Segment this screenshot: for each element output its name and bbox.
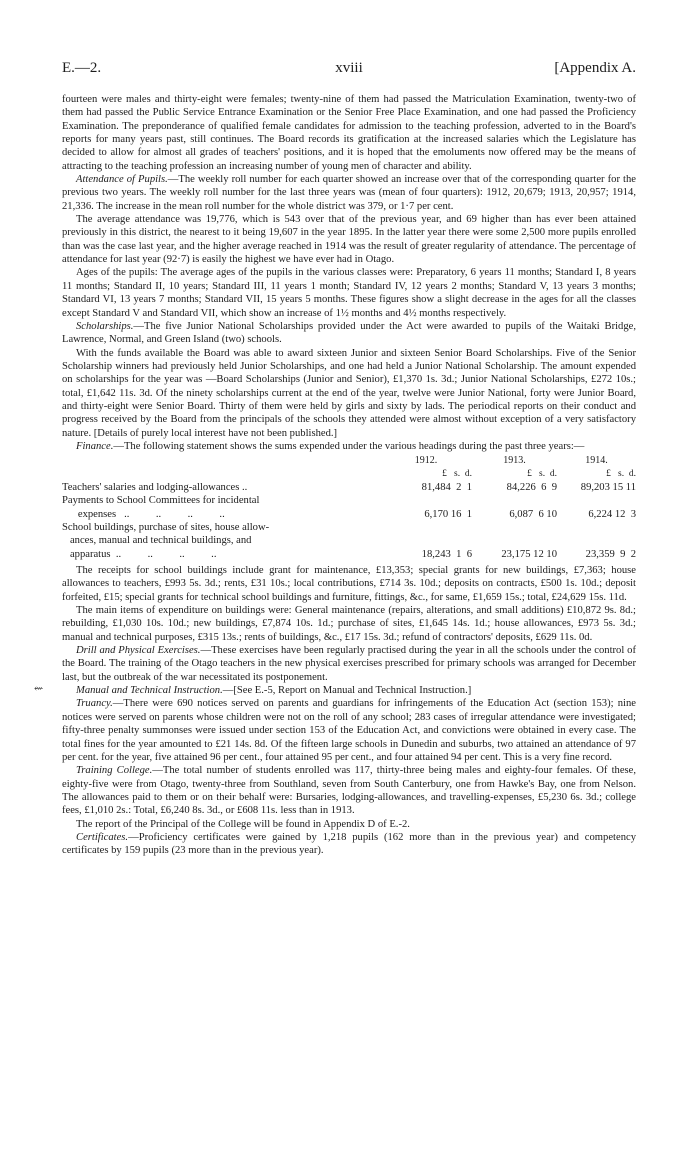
manual-heading: Manual and Technical Instruction. <box>76 685 223 697</box>
year-1913: 1913. <box>503 455 526 467</box>
units-1914: £ s. d. <box>606 468 636 479</box>
drill-text: —These exercises have been regularly practised during the year in all the schools under the control of the Board. The training of the Otago teachers in the new physical exercises prescribed for primary schools was arranged for December last, but the outbreak of the war necessitated its postponement. <box>62 645 636 683</box>
drill-paragraph <box>62 644 636 684</box>
truancy-heading: Truancy. <box>76 698 113 710</box>
scholarships-text: —The five Junior National Scholarships provided under the Act were awarded to pupils of the Waitaki Bridge, Lawrence, Normal, and Green Island (two) schools. <box>62 320 636 346</box>
row-value-1913: 6,087 6 10 <box>509 508 557 520</box>
truancy-paragraph <box>62 697 636 764</box>
year-1914: 1914. <box>585 455 608 467</box>
scholarships-paragraph <box>62 320 636 347</box>
certificates-heading: Certificates. <box>76 831 129 843</box>
drill-heading: Drill and Physical Exercises. <box>76 645 201 657</box>
ages-paragraph: Ages of the pupils: The average ages of the pupils in the various classes were: Preparatory, 6 years 11 months; Standard I, 8 years 11 months; Standard II, 10 years; Standard III, 11 years 1 month; Standard IV, 12 years 2 months; Standard V, 13 years 3 months; Standard VI, 13 years 7 months; Standard VII, 15 years 5 months. These figures show a slight decrease in the ages for all the classes except Standard V and Standard VII, which show an increase of 1½ months and 4½ months respectively. <box>62 267 636 319</box>
finance-paragraph <box>62 440 636 453</box>
table-row <box>62 481 636 494</box>
training-paragraph <box>62 764 636 817</box>
table-row <box>62 521 636 561</box>
year-1912: 1912. <box>414 455 438 467</box>
finance-heading: Finance. <box>76 440 114 452</box>
row-value-1912: 6,170 16 1 <box>424 508 472 520</box>
certificates-text: —Proficiency certificates were gained by 1,218 pupils (162 more than in the previous year) and competency certificates by 159 pupils (23 more than in the previous year). <box>62 831 636 857</box>
row-value-1913: 84,226 6 9 <box>506 481 557 493</box>
row-value-1914: 23,359 9 2 <box>585 548 636 560</box>
truancy-text: —There were 690 notices served on parents and guardians for infringements of the Education Act (section 153); nine notices were served on parents whose children were not on the roll of any school; 283 cases of irregular attendance were investigated; fifty-three penalty summonses were issued under section 153 of the Education Act, and convictions were obtained in every case. The total fines for the year amounted to £21 14s. 8d. Of the fifteen large schools in Dunedin and suburbs, two attained an attendance of 97 per cent. for the year, five attained 96 per cent., four attained 95 per cent., and four attained 94 per cent. This is a very fine record. <box>62 698 636 763</box>
principal-report-paragraph: The report of the Principal of the College will be found in Appendix D of E.-2. <box>76 818 410 830</box>
manual-paragraph <box>62 684 636 697</box>
finance-text: —The following statement shows the sums expended under the various headings during the past three years:— <box>113 440 585 452</box>
row-label: Teachers' salaries and lodging-allowances .. <box>62 481 248 493</box>
row-label: School buildings, purchase of sites, house allow- ances, manual and technical buildings, and apparatus .. .. .. .. <box>62 522 270 560</box>
scholarships-funds-paragraph: With the funds available the Board was able to award sixteen Junior and sixteen Senior Board Scholarships. Five of the Senior Scholarship winners had previously held Junior Scholarships, and one had held a Junior National Scholarship. The amount expended on scholarships for the year was —Board Scholarships (Junior and Senior), £1,370 1s. 3d.; Junior National Scholarships, £272 10s.; total, £1,642 11s. 3d. Of the ninety scholarships current at the end of the year, twelve were Junior National, forty were Junior Board, and thirty-eight were Senior Board. Thirty of them were held by girls and sixty by lads. The periodical reports on their conduct and progress received by the Board from the principals of the schools they attended were almost without exception of a very satisfactory nature. [Details of purely local interest have not been published.] <box>62 347 636 439</box>
expenditure-table <box>62 454 636 561</box>
manual-text: —[See E.-5, Report on Manual and Technical Instruction.] <box>222 685 472 697</box>
row-label: Payments to School Committees for incidental expenses .. .. .. .. <box>62 495 260 520</box>
scholarships-heading: Scholarships. <box>76 320 134 332</box>
table-units-row <box>62 468 636 481</box>
table-year-row <box>62 454 636 467</box>
report-code: E.—2. <box>62 60 102 76</box>
certificates-paragraph <box>62 831 636 858</box>
appendix-label: [Appendix A. <box>554 60 636 76</box>
training-text: —The total number of students enrolled was 117, thirty-three being males and eighty-four females. Of these, eighty-five were from Otago, twenty-three from Southland, seven from South Canterbury, one from Hawke's Bay, one from Nelson. The allowances paid to them or on their behalf were: Bursaries, lodging-allowances, and travelling-expenses, £5,230 6s. 3d.; college fees, £1,010 2s.: Total, £6,240 8s. 3d., or £608 11s. less than in 1913. <box>62 765 636 817</box>
attendance-text: —The weekly roll number for each quarter showed an increase over that of the corresponding quarter for the previous two years. The weekly roll number for the last three years was (mean of four quarters): 1912, 20,679; 1913, 20,957; 1914, 21,336. The increase in the mean roll number for the whole district was 379, or 1·7 per cent. <box>62 174 637 212</box>
attendance-heading: Attendance of Pupils. <box>76 174 168 186</box>
receipts-paragraph: The receipts for school buildings include grant for maintenance, £13,353; special grants for new buildings, £7,363; house allowances to teachers, £993 5s. 3d.; rents, £31 10s.; local contributions, £714 3s. 10d.; deposits on contracts, £500 1s. 10d.; deposit forfeited, £15; special grants for technical school buildings and furniture, fittings, &c., for same, £1,659 15s.; total, £24,629 15s. 11d. <box>62 565 636 603</box>
row-value-1913: 23,175 12 10 <box>501 548 557 560</box>
margin-mark-icon: ⇜ <box>34 683 44 695</box>
page-header <box>62 60 636 80</box>
report-body <box>62 93 636 858</box>
table-row <box>62 494 636 521</box>
attendance-paragraph <box>62 173 636 213</box>
expenditure-paragraph: The main items of expenditure on buildings were: General maintenance (repairs, alterations, and small additions) £10,872 9s. 8d.; rebuilding, £1,030 10s. 10d.; new buildings, £7,874 10s. 1d.; purchase of sites, £1,645 14s. 1d.; house allowances, £973 5s. 3d.; manual and technical purposes, £315 13s.; rents of buildings, &c., £17 15s. 3d.; refund of contractors' deposits, £629 11s. 0d. <box>62 605 636 643</box>
row-value-1914: 6,224 12 3 <box>588 508 636 520</box>
units-1913: £ s. d. <box>527 468 557 479</box>
page-number: xviii <box>335 60 363 76</box>
row-value-1912: 81,484 2 1 <box>421 481 472 493</box>
row-value-1912: 18,243 1 6 <box>421 548 472 560</box>
training-heading: Training College. <box>76 765 153 777</box>
units-1912: £ s. d. <box>442 468 472 479</box>
row-value-1914: 89,203 15 11 <box>580 481 636 493</box>
average-attendance-paragraph: The average attendance was 19,776, which is 543 over that of the previous year, and 69 higher than has ever been attained previously in this district, the nearest to it being 19,607 in the year 1895. In the latter year there were some 2,500 more pupils enrolled than was the case last year, and the higher average reached in 1914 was the result of greater regularity of attendance. The percentage of attendance for last year (92·7) is easily the highest we have ever had in Otago. <box>62 214 636 266</box>
intro-paragraph: fourteen were males and thirty-eight were females; twenty-nine of them had passed the Matriculation Examination, twenty-two of them had passed the Public Service Entrance Examination or the Senior Free Place Examination, and one had passed the Proficiency Examination. The preponderance of qualified female candidates for admission to the teaching profession, adverted to in the Board's reports for many years past, still continues. The Board records its gratification at the increased salaries which the Legislature has decided to allow for almost all grades of teachers' positions, and it is hoped that the emoluments now offered may be the means of attracting to the teaching profession an increasing number of young men of character and ability. <box>62 94 636 172</box>
